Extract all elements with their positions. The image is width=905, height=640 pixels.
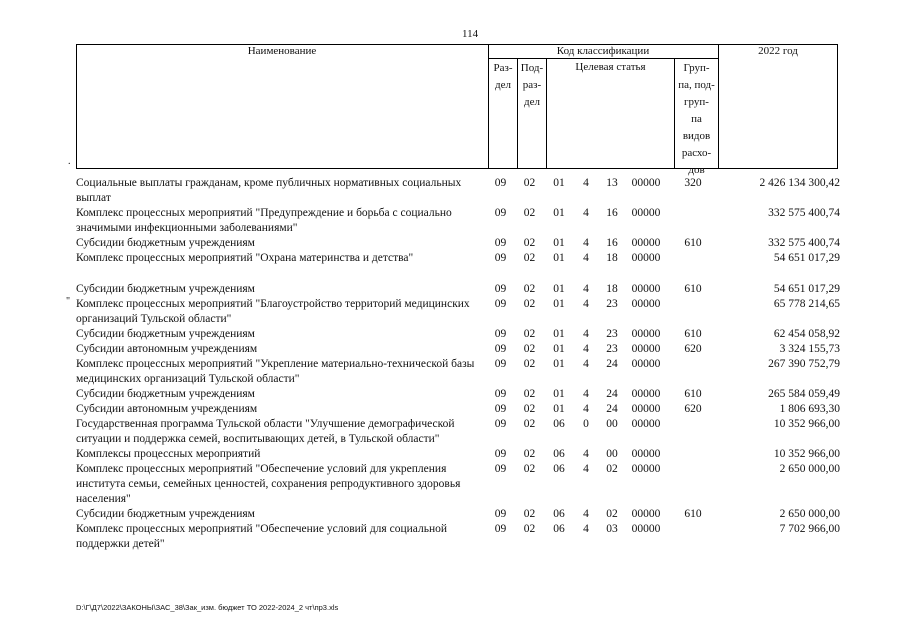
row-name: Комплексы процессных мероприятий — [76, 448, 261, 460]
row-code-c1: 09 — [494, 237, 507, 249]
row-code-c5: 23 — [606, 298, 618, 310]
row-name: Комплекс процессных мероприятий "Благоустройство территорий медицинских организаций Тульской области" — [76, 298, 470, 325]
row-code-c1: 09 — [494, 523, 507, 535]
table-row — [76, 297, 840, 327]
row-code-c2: 02 — [523, 418, 536, 430]
table-row — [76, 417, 840, 447]
row-code-c5: 23 — [606, 328, 618, 340]
row-code-c7: 610 — [684, 508, 702, 520]
table-row — [76, 251, 840, 282]
row-code-c1: 09 — [494, 328, 507, 340]
row-code-c3: 06 — [553, 508, 565, 520]
row-amount: 332 575 400,74 — [768, 237, 840, 249]
row-code-c4: 4 — [583, 523, 589, 535]
row-code-c1: 09 — [494, 252, 507, 264]
row-code-c1: 09 — [494, 388, 507, 400]
row-name: Субсидии бюджетным учреждениям — [76, 283, 255, 295]
scan-mark: . — [68, 156, 71, 167]
row-code-c1: 09 — [494, 463, 507, 475]
row-code-c2: 02 — [523, 448, 536, 460]
row-code-c3: 01 — [553, 328, 565, 340]
row-code-c3: 01 — [553, 298, 565, 310]
row-code-c3: 06 — [553, 418, 565, 430]
row-code-c5: 18 — [606, 283, 618, 295]
row-code-c6: 00000 — [631, 237, 661, 249]
file-path: D:\Г\Д7\2022\ЗАКОНЫ\ЗАС_38\Зак_изм. бюджет ТО 2022-2024_2 чт\пр3.xls — [76, 603, 339, 612]
row-code-c6: 00000 — [631, 328, 661, 340]
table-row — [76, 522, 840, 552]
row-code-c3: 01 — [553, 237, 565, 249]
row-code-c6: 00000 — [631, 388, 661, 400]
row-code-c2: 02 — [523, 358, 536, 370]
header-name: Наименование — [247, 45, 317, 57]
row-code-c4: 4 — [583, 388, 589, 400]
row-code-c7: 320 — [684, 177, 702, 189]
row-code-c4: 4 — [583, 463, 589, 475]
row-code-c2: 02 — [523, 207, 536, 219]
row-code-c2: 02 — [523, 463, 536, 475]
row-code-c2: 02 — [523, 343, 536, 355]
row-code-c3: 01 — [553, 358, 565, 370]
row-amount: 2 426 134 300,42 — [759, 177, 840, 189]
row-code-c2: 02 — [523, 283, 536, 295]
header-tselevaya: Целевая статья — [575, 61, 646, 73]
row-name: Субсидии бюджетным учреждениям — [76, 328, 255, 340]
row-amount: 265 584 059,49 — [768, 388, 840, 400]
row-code-c7 — [666, 447, 720, 462]
row-code-c7: 610 — [684, 283, 702, 295]
row-code-c2: 02 — [523, 177, 536, 189]
row-code-c6: 00000 — [631, 358, 661, 370]
table-row — [76, 206, 840, 236]
row-code-c6: 00000 — [631, 508, 661, 520]
row-code-c3: 01 — [553, 283, 565, 295]
row-code-c4: 4 — [583, 177, 589, 189]
row-amount: 2 650 000,00 — [779, 508, 840, 520]
row-amount: 62 454 058,92 — [773, 328, 840, 340]
row-code-c5: 24 — [606, 403, 618, 415]
row-code-c5: 24 — [606, 358, 618, 370]
row-code-c4: 4 — [583, 283, 589, 295]
row-code-c3: 01 — [553, 403, 565, 415]
row-code-c6: 00000 — [631, 177, 661, 189]
row-amount: 3 324 155,73 — [779, 343, 840, 355]
row-name: Комплекс процессных мероприятий "Укрепление материально-технической базы медицинских организаций Тульской области" — [76, 358, 475, 385]
row-code-c7 — [666, 522, 720, 552]
row-amount: 10 352 966,00 — [773, 418, 840, 430]
row-code-c7: 610 — [684, 328, 702, 340]
row-code-c6: 00000 — [631, 523, 661, 535]
row-code-c3: 01 — [553, 177, 565, 189]
row-code-c4: 4 — [583, 207, 589, 219]
row-code-c1: 09 — [494, 298, 507, 310]
row-code-c2: 02 — [523, 252, 536, 264]
row-code-c5: 23 — [606, 343, 618, 355]
header-year: 2022 год — [758, 45, 798, 57]
row-name: Субсидии бюджетным учреждениям — [76, 388, 255, 400]
row-code-c5: 16 — [606, 237, 618, 249]
row-code-c4: 4 — [583, 448, 589, 460]
row-code-c6: 00000 — [631, 463, 661, 475]
row-name: Комплекс процессных мероприятий "Предупреждение и борьба с социально значимыми инфекционными заболеваниями" — [76, 207, 452, 234]
row-code-c4: 4 — [583, 298, 589, 310]
row-amount: 54 651 017,29 — [773, 283, 840, 295]
header-vid: Груп- па, под- груп- па видов расхо- дов — [678, 62, 715, 176]
row-amount: 2 650 000,00 — [779, 463, 840, 475]
row-code-c5: 02 — [606, 463, 618, 475]
row-code-c1: 09 — [494, 418, 507, 430]
row-code-c3: 06 — [553, 463, 565, 475]
row-code-c7: 620 — [684, 403, 702, 415]
row-code-c1: 09 — [494, 358, 507, 370]
row-code-c6: 00000 — [631, 298, 661, 310]
row-code-c5: 18 — [606, 252, 618, 264]
table-row — [76, 357, 840, 387]
header-podrazdel: Под- раз- дел — [520, 62, 544, 108]
page-number: 114 — [462, 28, 479, 40]
row-code-c7 — [666, 251, 720, 282]
row-code-c7: 610 — [684, 388, 702, 400]
row-code-c3: 01 — [553, 343, 565, 355]
row-code-c4: 4 — [583, 358, 589, 370]
table-row — [76, 507, 840, 522]
header-razdel: Раз- дел — [493, 62, 513, 91]
row-code-c5: 16 — [606, 207, 618, 219]
row-code-c4: 4 — [583, 252, 589, 264]
row-code-c1: 09 — [494, 403, 507, 415]
row-code-c6: 00000 — [631, 207, 661, 219]
row-code-c7 — [666, 462, 720, 507]
header-code-group: Код классификации — [556, 45, 650, 57]
row-code-c1: 09 — [494, 448, 507, 460]
row-code-c6: 00000 — [631, 403, 661, 415]
row-name: Комплекс процессных мероприятий "Обеспечение условий для укрепления института семьи, семейных ценностей, сохранения репродуктивного здоровья населения" — [76, 463, 461, 505]
row-code-c2: 02 — [523, 523, 536, 535]
row-amount: 1 806 693,30 — [779, 403, 840, 415]
row-code-c1: 09 — [494, 207, 507, 219]
row-code-c5: 02 — [606, 508, 618, 520]
row-name: Субсидии автономным учреждениям — [76, 343, 258, 355]
row-code-c6: 00000 — [631, 252, 661, 264]
table-row — [76, 402, 840, 417]
row-code-c4: 4 — [583, 328, 589, 340]
row-code-c5: 00 — [606, 418, 618, 430]
row-code-c4: 0 — [583, 418, 589, 430]
row-code-c3: 06 — [553, 448, 565, 460]
table-body — [76, 176, 840, 552]
row-code-c1: 09 — [494, 508, 507, 520]
scan-mark: " — [66, 296, 71, 307]
row-code-c2: 02 — [523, 298, 536, 310]
row-code-c4: 4 — [583, 237, 589, 249]
row-name: Субсидии бюджетным учреждениям — [76, 237, 255, 249]
row-code-c4: 4 — [583, 403, 589, 415]
row-code-c7 — [666, 206, 720, 236]
row-amount: 54 651 017,29 — [773, 252, 840, 264]
row-code-c4: 4 — [583, 508, 589, 520]
row-code-c6: 00000 — [631, 343, 661, 355]
table-row — [76, 342, 840, 357]
row-code-c6: 00000 — [631, 418, 661, 430]
row-name: Субсидии автономным учреждениям — [76, 403, 258, 415]
row-name: Комплекс процессных мероприятий "Охрана материнства и детства" — [76, 252, 414, 264]
row-code-c3: 01 — [553, 252, 565, 264]
table-row — [76, 462, 840, 507]
row-code-c1: 09 — [494, 177, 507, 189]
row-code-c2: 02 — [523, 403, 536, 415]
row-code-c2: 02 — [523, 237, 536, 249]
row-code-c7 — [666, 357, 720, 387]
row-code-c5: 03 — [606, 523, 618, 535]
row-code-c6: 00000 — [631, 283, 661, 295]
row-code-c2: 02 — [523, 388, 536, 400]
row-code-c2: 02 — [523, 328, 536, 340]
row-amount: 10 352 966,00 — [773, 448, 840, 460]
row-code-c6: 00000 — [631, 448, 661, 460]
row-code-c5: 13 — [606, 177, 618, 189]
table-header — [76, 44, 838, 176]
table-row — [76, 176, 840, 206]
table-row — [76, 387, 840, 402]
table-row — [76, 447, 840, 462]
row-code-c3: 01 — [553, 207, 565, 219]
row-code-c5: 00 — [606, 448, 618, 460]
row-code-c2: 02 — [523, 508, 536, 520]
row-name: Социальные выплаты гражданам, кроме публичных нормативных социальных выплат — [76, 177, 462, 204]
table-row — [76, 236, 840, 251]
row-amount: 65 778 214,65 — [773, 298, 840, 310]
row-amount: 7 702 966,00 — [779, 523, 840, 535]
table-row — [76, 282, 840, 297]
row-code-c1: 09 — [494, 283, 507, 295]
row-code-c7: 610 — [684, 237, 702, 249]
row-amount: 332 575 400,74 — [768, 207, 840, 219]
row-code-c1: 09 — [494, 343, 507, 355]
row-code-c7 — [666, 297, 720, 327]
row-amount: 267 390 752,79 — [768, 358, 840, 370]
table-row — [76, 327, 840, 342]
budget-table — [76, 176, 840, 552]
row-code-c5: 24 — [606, 388, 618, 400]
row-name: Субсидии бюджетным учреждениям — [76, 508, 255, 520]
row-code-c7: 620 — [684, 343, 702, 355]
row-name: Комплекс процессных мероприятий "Обеспечение условий для социальной поддержки детей" — [76, 523, 447, 550]
row-code-c3: 06 — [553, 523, 565, 535]
row-code-c7 — [666, 417, 720, 447]
row-code-c4: 4 — [583, 343, 589, 355]
row-code-c3: 01 — [553, 388, 565, 400]
row-name: Государственная программа Тульской области "Улучшение демографической ситуации и поддержка семей, воспитывающих детей, в Тульской области" — [76, 418, 455, 445]
